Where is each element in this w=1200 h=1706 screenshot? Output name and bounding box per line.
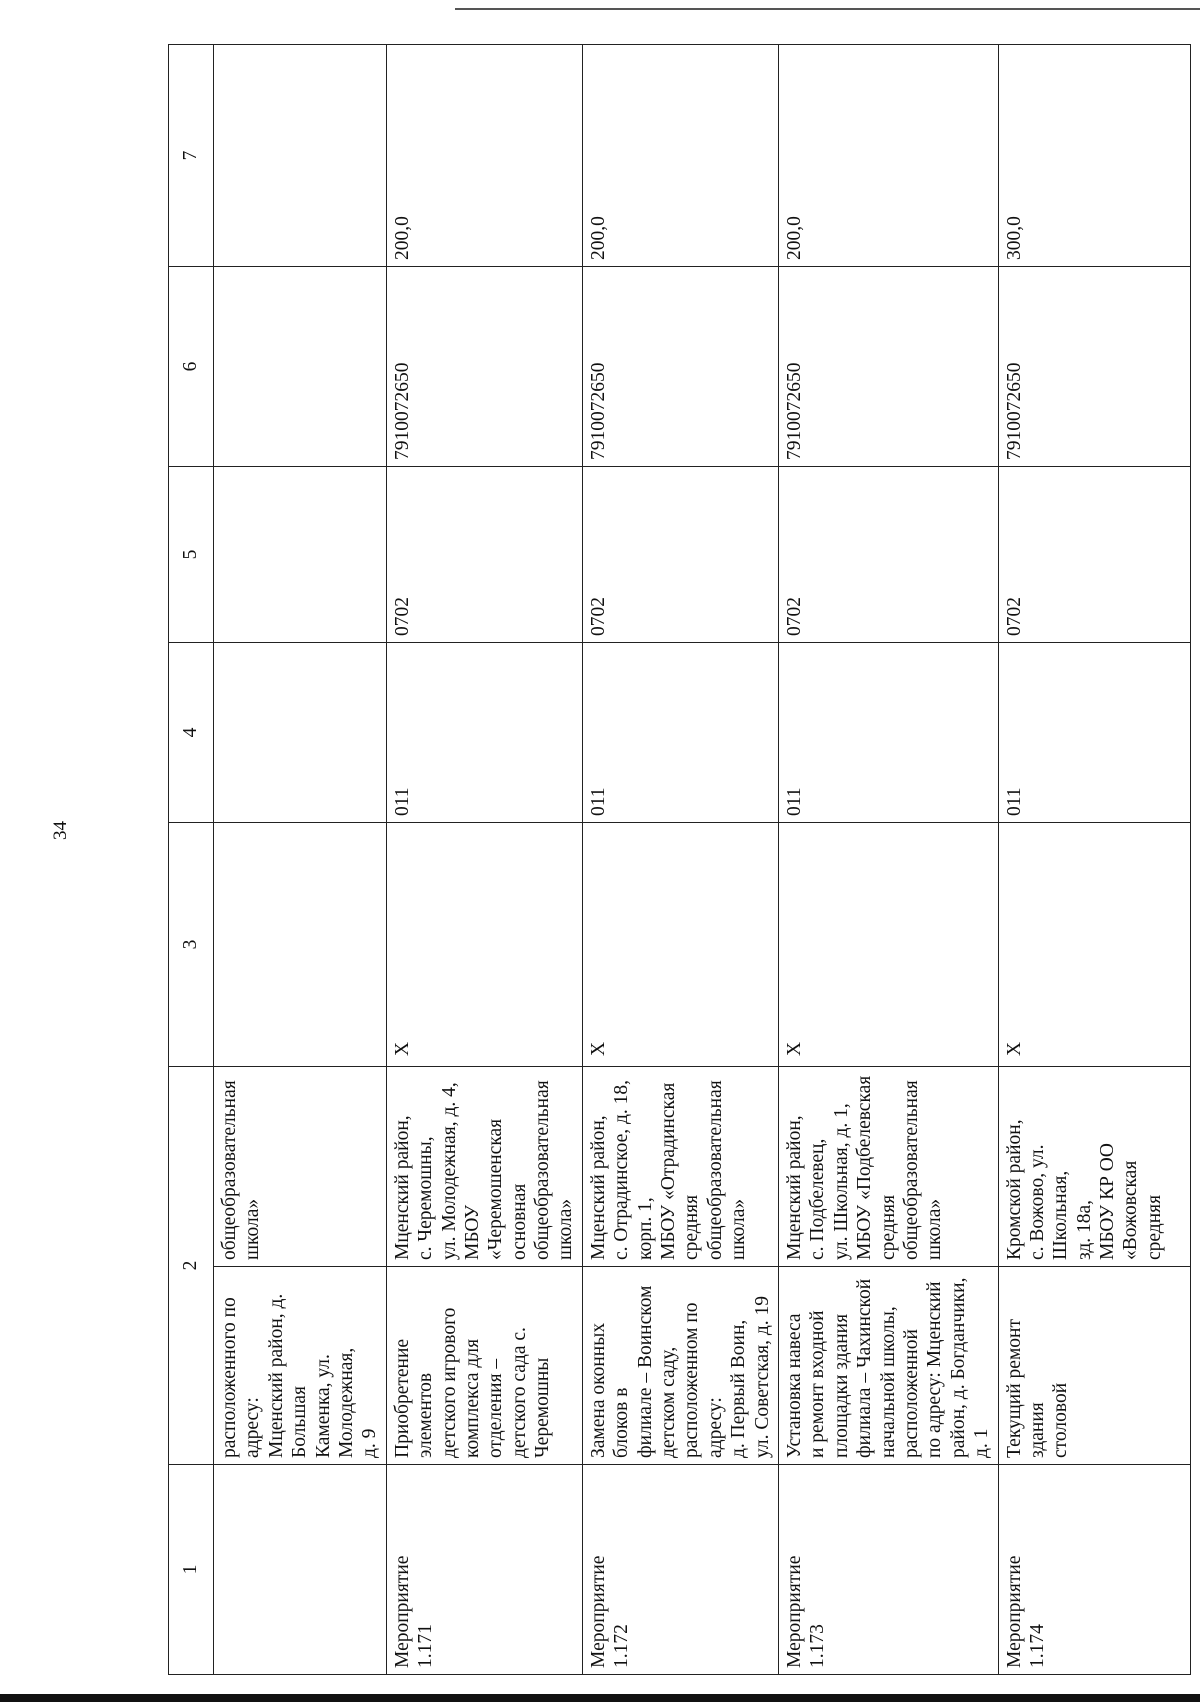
header-col-3: 3: [169, 823, 214, 1067]
header-col-2: 2: [169, 1067, 214, 1465]
cell-col-3: Х: [998, 823, 1190, 1067]
cell-col-3: Х: [778, 823, 998, 1067]
cell-col-3: Х: [582, 823, 778, 1067]
cell-col-5: 0702: [778, 467, 998, 643]
cell-col-6: 7910072650: [998, 267, 1190, 467]
cell-col-7: 200,0: [582, 45, 778, 267]
scan-artifact-top: [455, 8, 1200, 10]
cell-col-6: [214, 267, 387, 467]
cell-work-description: Текущий ремонт здания столовой: [999, 1266, 1190, 1464]
cell-description: [214, 1067, 387, 1465]
cell-col-4: 011: [998, 643, 1190, 823]
cell-measure: [214, 1465, 387, 1675]
table-row: [386, 45, 582, 1675]
scan-artifact-bottom: [0, 1694, 1200, 1702]
cell-description: [778, 1067, 998, 1465]
header-col-4: 4: [169, 643, 214, 823]
cell-col-4: 011: [582, 643, 778, 823]
cell-measure: Мероприятие 1.171: [386, 1465, 582, 1675]
cell-col-6: 7910072650: [778, 267, 998, 467]
cell-col-6: 7910072650: [582, 267, 778, 467]
cell-col-7: 200,0: [386, 45, 582, 267]
rotated-table-wrapper: [168, 45, 1165, 1675]
cell-description: [386, 1067, 582, 1465]
cell-description: [998, 1067, 1190, 1465]
table-row: [214, 45, 387, 1675]
table-row: [582, 45, 778, 1675]
cell-col-7: [214, 45, 387, 267]
cell-col-4: 011: [778, 643, 998, 823]
cell-col-7: 200,0: [778, 45, 998, 267]
cell-col-6: 7910072650: [386, 267, 582, 467]
cell-col-5: 0702: [582, 467, 778, 643]
cell-address: Мценский район, с. Подбелевец, ул. Школьная, д. 1, МБОУ «Подбелевская средняя общеобразовательная школа»: [783, 1075, 946, 1260]
cell-col-3: [214, 823, 387, 1067]
table-row: [998, 45, 1190, 1675]
cell-address: Мценский район, с. Отрадинское, д. 18, корп. 1, МБОУ «Отрадинская средняя общеобразовательная школа»: [587, 1079, 750, 1260]
cell-address: Кромской район, с. Вожово, ул. Школьная, зд. 18а, МБОУ КР ОО «Вожовская средняя: [1003, 1119, 1165, 1260]
cell-work-description: Установка навеса и ремонт входной площадки здания филиала – Чахинской начальной школы, расположенной по адресу: Мценский район, д. Богданчики, д. 1: [779, 1266, 998, 1464]
cell-col-4: [214, 643, 387, 823]
cell-col-5: [214, 467, 387, 643]
cell-address: общеобразовательная школа»: [219, 1080, 264, 1260]
cell-measure: Мероприятие 1.172: [582, 1465, 778, 1675]
header-col-1: 1: [169, 1465, 214, 1675]
cell-col-4: 011: [386, 643, 582, 823]
cell-work-description: Замена оконных блоков в филиале – Воинском детском саду, расположенном по адресу: д. Первый Воин, ул. Советская, д. 19: [583, 1266, 778, 1464]
cell-col-5: 0702: [386, 467, 582, 643]
cell-measure: Мероприятие 1.174: [998, 1465, 1190, 1675]
cell-work-description: расположенного по адресу: Мценский район, д. Большая Каменка, ул. Молодежная, д. 9: [214, 1266, 386, 1464]
table-row: [778, 45, 998, 1675]
cell-description: [582, 1067, 778, 1465]
cell-col-3: Х: [386, 823, 582, 1067]
header-col-5: 5: [169, 467, 214, 643]
cell-work-description: Приобретение элементов детского игрового комплекса для отделения – детского сада с. Черемошны: [387, 1266, 582, 1464]
header-col-6: 6: [169, 267, 214, 467]
budget-table: [168, 44, 1191, 1675]
cell-col-5: 0702: [998, 467, 1190, 643]
cell-address: Мценский район, с. Черемошны, ул. Молодежная, д. 4, МБОУ «Черемошенская основная общеобразовательная школа»: [391, 1080, 577, 1260]
header-col-7: 7: [169, 45, 214, 267]
header-row: [169, 45, 214, 1675]
cell-col-7: 300,0: [998, 45, 1190, 267]
page-number: 34: [50, 821, 71, 840]
cell-measure: Мероприятие 1.173: [778, 1465, 998, 1675]
